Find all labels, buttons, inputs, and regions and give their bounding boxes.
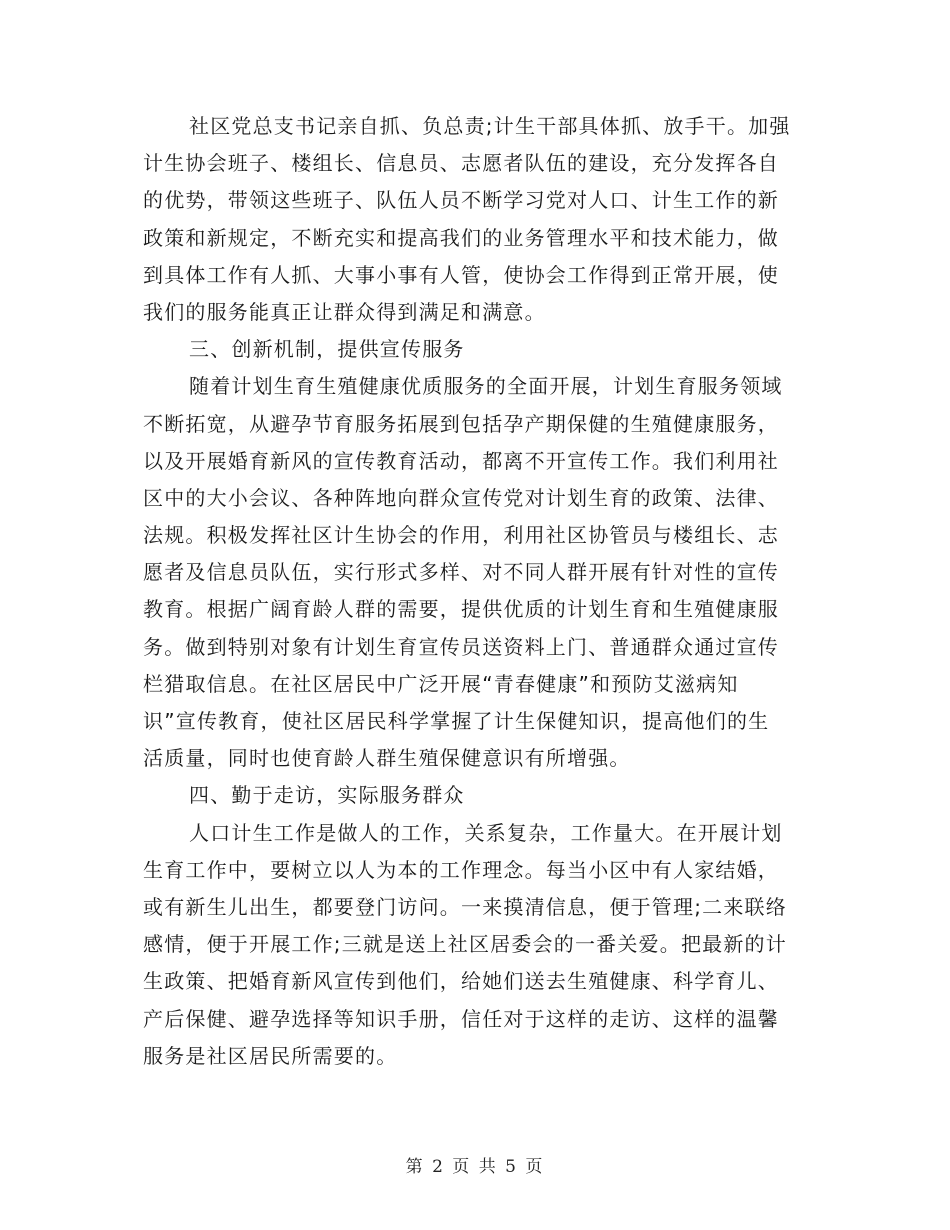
text-line: 愿者及信息员队伍，实行形式多样、对不同人群开展有针对性的宣传: [143, 560, 779, 585]
text-line: 社区党总支书记亲自抓、负总责;计生干部具体抓、放手干。加强: [189, 114, 791, 138]
document-body: [143, 108, 803, 1075]
text-line: 四、勤于走访，实际服务群众: [189, 783, 465, 808]
text-line: 生政策、把婚育新风宣传到他们，给她们送去生殖健康、科学育儿、: [143, 969, 779, 994]
text-line: 随着计划生育生殖健康优质服务的全面开展，计划生育服务领域: [189, 374, 783, 399]
text-line: 以及开展婚育新风的宣传教育活动，都离不开宣传工作。我们利用社: [143, 448, 779, 473]
text-line: 活质量，同时也使育龄人群生殖保健意识有所增强。: [143, 746, 631, 771]
text-line: 产后保健、避孕选择等知识手册，信任对于这样的走访、这样的温馨: [143, 1006, 779, 1031]
text-line: 不断拓宽，从避孕节育服务拓展到包括孕产期保健的生殖健康服务，: [143, 411, 779, 436]
text-line: 区中的大小会议、各种阵地向群众宣传党对计划生育的政策、法律、: [143, 485, 779, 510]
text-line: 人口计生工作是做人的工作，关系复杂，工作量大。在开展计划: [189, 820, 783, 845]
text-line: 务。做到特别对象有计划生育宣传员送资料上门、普通群众通过宣传: [143, 634, 779, 659]
text-line: 我们的服务能真正让群众得到满足和满意。: [143, 299, 546, 324]
text-line: 的优势，带领这些班子、队伍人员不断学习党对人口、计生工作的新: [143, 188, 779, 213]
text-line: 教育。根据广阔育龄人群的需要，提供优质的计划生育和生殖健康服: [143, 597, 779, 622]
text-line: 感情，便于开展工作;三就是送上社区居委会的一番关爱。把最新的计: [143, 932, 787, 957]
text-line: 生育工作中，要树立以人为本的工作理念。每当小区中有人家结婚，: [143, 857, 779, 882]
text-line: 或有新生儿出生，都要登门访问。一来摸清信息，便于管理;二来联络: [143, 894, 787, 919]
text-line: 法规。积极发挥社区计生协会的作用，利用社区协管员与楼组长、志: [143, 523, 779, 548]
text-line: 栏猎取信息。在社区居民中广泛开展“青春健康”和预防艾滋病知: [143, 671, 739, 696]
text-line: 计生协会班子、楼组长、信息员、志愿者队伍的建设，充分发挥各自: [143, 151, 779, 176]
text-line: 三、创新机制，提供宣传服务: [189, 337, 465, 362]
text-line: 政策和新规定，不断充实和提高我们的业务管理水平和技术能力，做: [143, 225, 779, 250]
text-line: 服务是社区居民所需要的。: [143, 1043, 398, 1068]
text-line: 识”宣传教育，使社区居民科学掌握了计生保健知识，提高他们的生: [143, 709, 770, 733]
text-line: 到具体工作有人抓、大事小事有人管，使协会工作得到正常开展，使: [143, 262, 779, 287]
page-number-footer: 第 2 页 共 5 页: [405, 1157, 545, 1177]
